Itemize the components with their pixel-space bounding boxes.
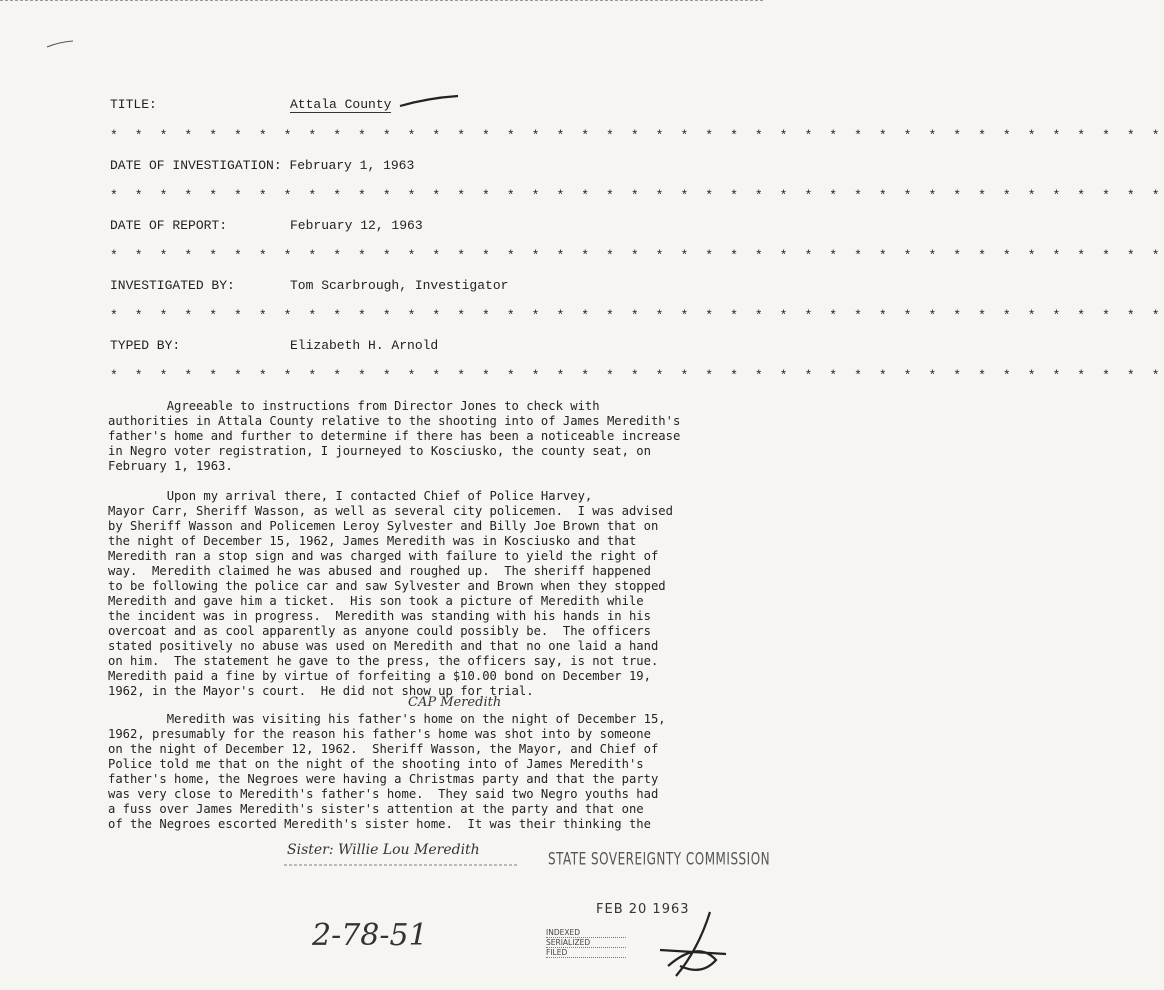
investigator-value: Tom Scarbrough, Investigator — [290, 278, 509, 293]
typist-row — [110, 338, 438, 353]
separator-1: * * * * * * * * * * * * * * * * * * * * * * * * * * * * * * * * * * * * * * * * * * * — [110, 128, 1164, 143]
paragraph-1: Agreeable to instructions from Director Jones to check with authorities in Attala County relative to the shooting into of James Meredith's father's home and further to determine if there has been a noticeable increase in Negro voter registration, I journeyed to Kosciusko, the county seat, on February 1, 1963. — [108, 399, 681, 473]
title-label: TITLE: — [110, 97, 157, 112]
separator-4: * * * * * * * * * * * * * * * * * * * * * * * * * * * * * * * * * * * * * * * * * * * — [110, 308, 1164, 323]
paragraph-2: Upon my arrival there, I contacted Chief of Police Harvey, Mayor Carr, Sheriff Wasson, as well as several city policemen. I was advised by Sheriff Wasson and Policemen Leroy Sylvester and Billy Joe Brown that on the night of December 15, 1962, James Meredith was in Kosciusko and that Meredith ran a stop sign and was charged with failure to yield the right of way. Meredith claimed he was abused and roughed up. The sheriff happened to be following the police car and saw Sylvester and Brown when they stopped Meredith and gave him a ticket. His son took a picture of Meredith while the incident was in progress. Meredith was standing with his hands in his overcoat and as cool apparently as anyone could possibly be. The officers stated positively no abuse was used on Meredith and that no one laid a hand on him. The statement he gave to the press, the officers say, is not true. Meredith paid a fine by virtue of forfeiting a $10.00 bond on December 19, 1962, in the Mayor's court. He did not show up for trial. — [108, 489, 673, 698]
report-date-row — [110, 218, 423, 233]
investigator-row — [110, 278, 508, 293]
file-number: 2-78-51 — [312, 918, 428, 953]
report-date-value: February 12, 1963 — [290, 218, 423, 233]
separator-5: * * * * * * * * * * * * * * * * * * * * * * * * * * * * * * * * * * * * * * * * * * * — [110, 368, 1164, 383]
stamp-agency: STATE SOVEREIGNTY COMMISSION — [548, 849, 771, 869]
signature-icon — [658, 910, 728, 982]
typist-value: Elizabeth H. Arnold — [290, 338, 439, 353]
stamp-date: FEB 20 1963 — [596, 902, 690, 917]
stray-mark-icon — [45, 38, 75, 50]
investigator-label: INVESTIGATED BY: — [110, 278, 235, 293]
pen-mark-icon — [398, 94, 462, 110]
scan-edge — [0, 0, 763, 7]
typist-label: TYPED BY: — [110, 338, 181, 353]
investigation-date-value: February 1, 1963 — [289, 158, 415, 173]
stamp-indexed: INDEXED — [546, 928, 626, 938]
paragraph-3: Meredith was visiting his father's home on the night of December 15, 1962, presumably for the reason his father's home was shot into by someone on the night of December 12, 1962. Sheriff Wasson, the Mayor, and Chief of Police told me that on the night of the shooting into of James Meredith's father's home, the Negroes were having a Christmas party and that the party was very close to Meredith's father's home. They said two Negro youths had a fuss over James Meredith's sister's attention at the party and that one of the Negroes escorted Meredith's sister home. It was their thinking the — [108, 712, 666, 831]
cap-annotation: CAP Meredith — [408, 695, 502, 710]
sister-underline-icon — [282, 862, 522, 868]
sister-annotation: Sister: Willie Lou Meredith — [287, 842, 480, 858]
separator-3: * * * * * * * * * * * * * * * * * * * * * * * * * * * * * * * * * * * * * * * * * * * — [110, 248, 1164, 263]
stamp-filed: FILED — [546, 948, 626, 958]
stamp-status-box — [546, 928, 626, 958]
investigation-date-row — [110, 158, 414, 173]
receipt-stamp — [538, 840, 771, 985]
stamp-serialized: SERIALIZED — [546, 938, 626, 948]
title-value: Attala County — [290, 97, 392, 112]
report-date-label: DATE OF REPORT: — [110, 218, 228, 233]
title-row — [110, 97, 391, 112]
separator-2: * * * * * * * * * * * * * * * * * * * * * * * * * * * * * * * * * * * * * * * * * * * — [110, 188, 1164, 203]
investigation-date-label: DATE OF INVESTIGATION: — [110, 158, 282, 173]
